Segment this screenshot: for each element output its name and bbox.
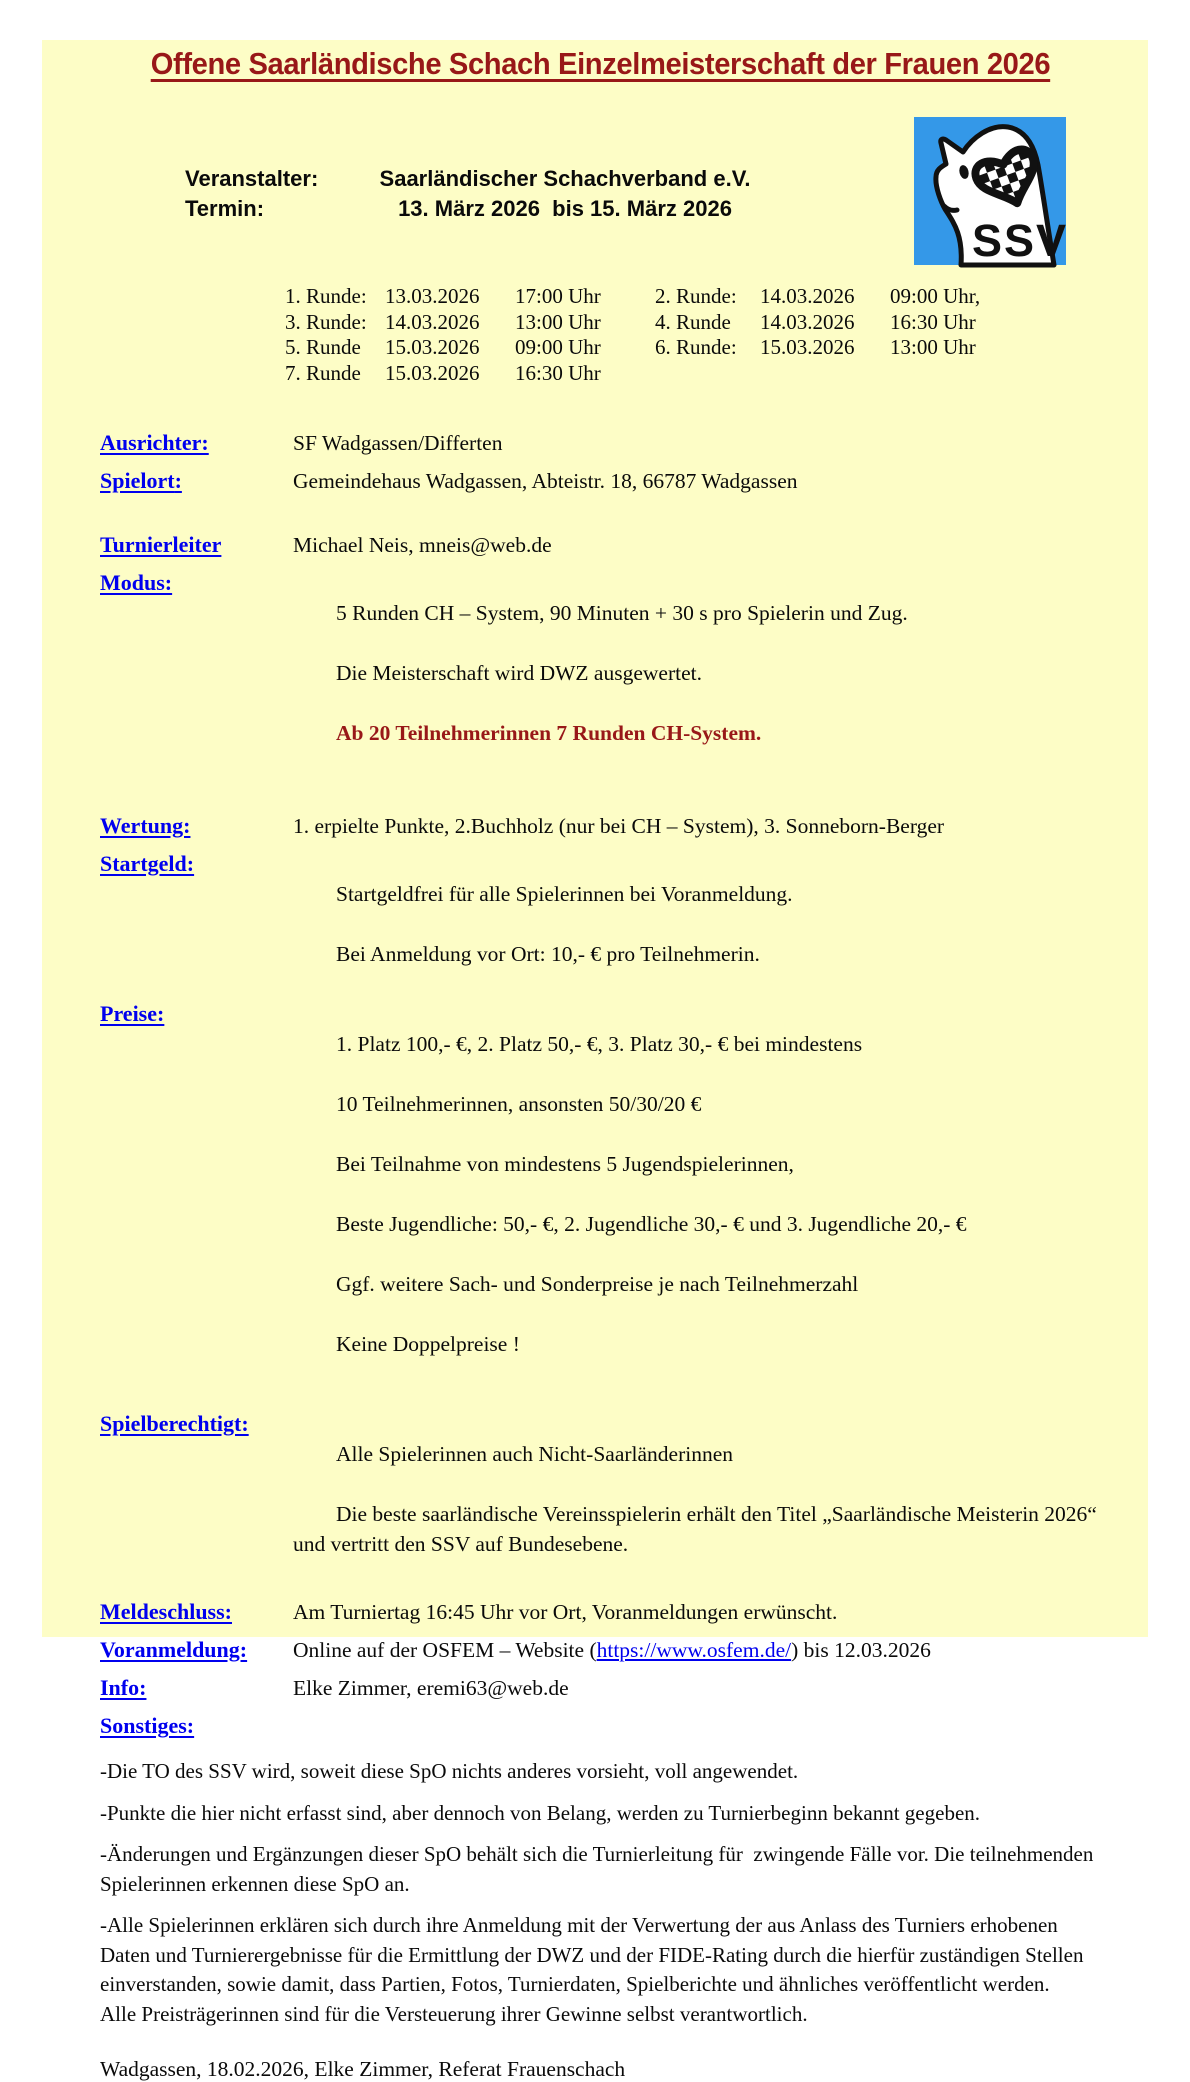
preise-label: Preise:: [100, 1001, 165, 1026]
section-preise: [100, 999, 1103, 1389]
round-date: 14.03.2026: [760, 309, 855, 334]
turnierleiter-value: Michael Neis, mneis@web.de: [293, 533, 552, 557]
round-date: 14.03.2026: [760, 284, 855, 308]
section-turnierleiter: [100, 530, 1103, 560]
round-time: 09:00 Uhr: [515, 335, 601, 359]
turnierleiter-label: Turnierleiter: [100, 532, 222, 557]
section-ausrichter: [100, 428, 1103, 458]
round-label: 1. Runde:: [285, 284, 367, 308]
termin-value: 13. März 2026 bis 15. März 2026: [398, 196, 732, 221]
modus-highlight: Ab 20 Teilnehmerinnen 7 Runden CH-System.: [336, 721, 762, 745]
logo-text: SSV: [972, 215, 1069, 266]
rounds-schedule: [285, 284, 1103, 386]
section-voranmeldung: [100, 1635, 1103, 1665]
modus-label: Modus:: [100, 570, 173, 595]
section-spielort: [100, 466, 1103, 496]
ausrichter-value: SF Wadgassen/Differten: [293, 431, 503, 455]
round-time: 13:00 Uhr: [515, 309, 601, 334]
knight-icon: [914, 117, 1069, 266]
signature-line: Wadgassen, 18.02.2026, Elke Zimmer, Referat Frauenschach: [100, 2057, 626, 2081]
osfem-link[interactable]: https://www.osfem.de/: [596, 1638, 792, 1662]
round-label: 7. Runde: [285, 360, 361, 385]
spielort-label: Spielort:: [100, 468, 182, 493]
spielberechtigt-label: Spielberechtigt:: [100, 1411, 249, 1436]
note-paragraph: -Alle Spielerinnen erklären sich durch ihre Anmeldung mit der Verwertung der aus Anlass des Turniers erhobenen Daten und Turnierergebnisse für die Ermittlung der DWZ und der FIDE-Rating durch die hierfür zuständigen Stellen einverstanden, sowie damit, dass Partien, Fotos, Turnierdaten, Spielberichte und ähnliches veröffentlicht werden.: [100, 1913, 1089, 1996]
organizer-value: Saarländischer Schachverband e.V.: [379, 166, 751, 191]
section-startgeld: [100, 849, 1103, 999]
section-modus: [100, 568, 1103, 778]
round-date: 15.03.2026: [760, 335, 855, 359]
modus-value: 5 Runden CH – System, 90 Minuten + 30 s pro Spielerin und Zug. Die Meisterschaft wird DWZ ausgewertet. Ab 20 Teilnehmerinnen 7 Runden CH-System.: [336, 601, 908, 745]
meldeschluss-label: Meldeschluss:: [100, 1599, 232, 1624]
round-time: 09:00 Uhr,: [890, 284, 981, 308]
section-info: [100, 1673, 1103, 1703]
round-label: 4. Runde: [655, 309, 731, 334]
round-date: 15.03.2026: [385, 335, 480, 359]
ausrichter-label: Ausrichter:: [100, 430, 209, 455]
info-label: Info:: [100, 1675, 147, 1700]
ssv-logo: [914, 117, 1069, 266]
round-label: 5. Runde: [285, 335, 361, 359]
sonstiges-label: Sonstiges:: [100, 1713, 195, 1738]
note-paragraph: -Änderungen und Ergänzungen dieser SpO behält sich die Turnierleitung für zwingende Fälle vor. Die teilnehmenden Spielerinnen erkennen diese SpO an.: [100, 1842, 1099, 1896]
note-paragraph: -Punkte die hier nicht erfasst sind, aber dennoch von Belang, werden zu Turnierbeginn bekannt gegeben.: [100, 1800, 981, 1825]
voranmeldung-value: Online auf der OSFEM – Website (https://www.osfem.de/) bis 12.03.2026: [293, 1638, 931, 1662]
spielberechtigt-value: Alle Spielerinnen auch Nicht-Saarländerinnen Die beste saarländische Vereinsspielerin erhält den Titel „Saarländische Meisterin 2026“ und vertritt den SSV auf Bundesebene.: [293, 1442, 1103, 1556]
section-wertung: [100, 811, 1103, 841]
organizer-label: Veranstalter:: [185, 166, 319, 191]
round-label: 3. Runde:: [285, 309, 367, 334]
section-sonstiges: [100, 1711, 1103, 1741]
round-time: 16:30 Uhr: [890, 309, 976, 334]
round-date: 15.03.2026: [385, 360, 480, 385]
announcement-sheet: [42, 40, 1148, 2081]
section-spielberechtigt: [100, 1409, 1103, 1589]
voranmeldung-label: Voranmeldung:: [100, 1637, 248, 1662]
spielort-value: Gemeindehaus Wadgassen, Abteistr. 18, 66787 Wadgassen: [293, 469, 798, 493]
round-label: 2. Runde:: [655, 284, 737, 308]
section-meldeschluss: [100, 1597, 1103, 1627]
termin-label: Termin:: [185, 196, 265, 221]
note-paragraph: -Die TO des SSV wird, soweit diese SpO nichts anderes vorsieht, voll angewendet.: [100, 1759, 799, 1783]
round-time: 16:30 Uhr: [515, 360, 601, 385]
round-time: 13:00 Uhr: [890, 335, 976, 359]
info-value: Elke Zimmer, eremi63@web.de: [293, 1676, 569, 1700]
round-date: 14.03.2026: [385, 309, 480, 334]
wertung-label: Wertung:: [100, 813, 191, 838]
startgeld-label: Startgeld:: [100, 851, 195, 876]
meldeschluss-value: Am Turniertag 16:45 Uhr vor Ort, Voranmeldungen erwünscht.: [293, 1600, 838, 1624]
startgeld-value: Startgeldfrei für alle Spielerinnen bei Voranmeldung. Bei Anmeldung vor Ort: 10,- € pro Teilnehmerin.: [336, 882, 793, 966]
note-paragraph: Alle Preisträgerinnen sind für die Versteuerung ihrer Gewinne selbst verantwortlich.: [100, 2001, 808, 2026]
preise-value: 1. Platz 100,- €, 2. Platz 50,- €, 3. Platz 30,- € bei mindestens 10 Teilnehmerinnen, ansonsten 50/30/20 € Bei Teilnahme von mindestens 5 Jugendspielerinnen, Beste Jugendliche: 50,- €, 2. Jugendliche 30,- € und 3. Jugendliche 20,- € Ggf. weitere Sach- und Sonderpreise je nach Teilnehmerzahl Keine Doppelpreise !: [336, 1032, 967, 1356]
page-title: Offene Saarländische Schach Einzelmeisterschaft der Frauen 2026: [150, 46, 1050, 81]
round-label: 6. Runde:: [655, 335, 737, 359]
round-date: 13.03.2026: [385, 284, 480, 308]
round-time: 17:00 Uhr: [515, 284, 601, 308]
wertung-value: 1. erpielte Punkte, 2.Buchholz (nur bei CH – System), 3. Sonneborn-Berger: [293, 814, 945, 838]
